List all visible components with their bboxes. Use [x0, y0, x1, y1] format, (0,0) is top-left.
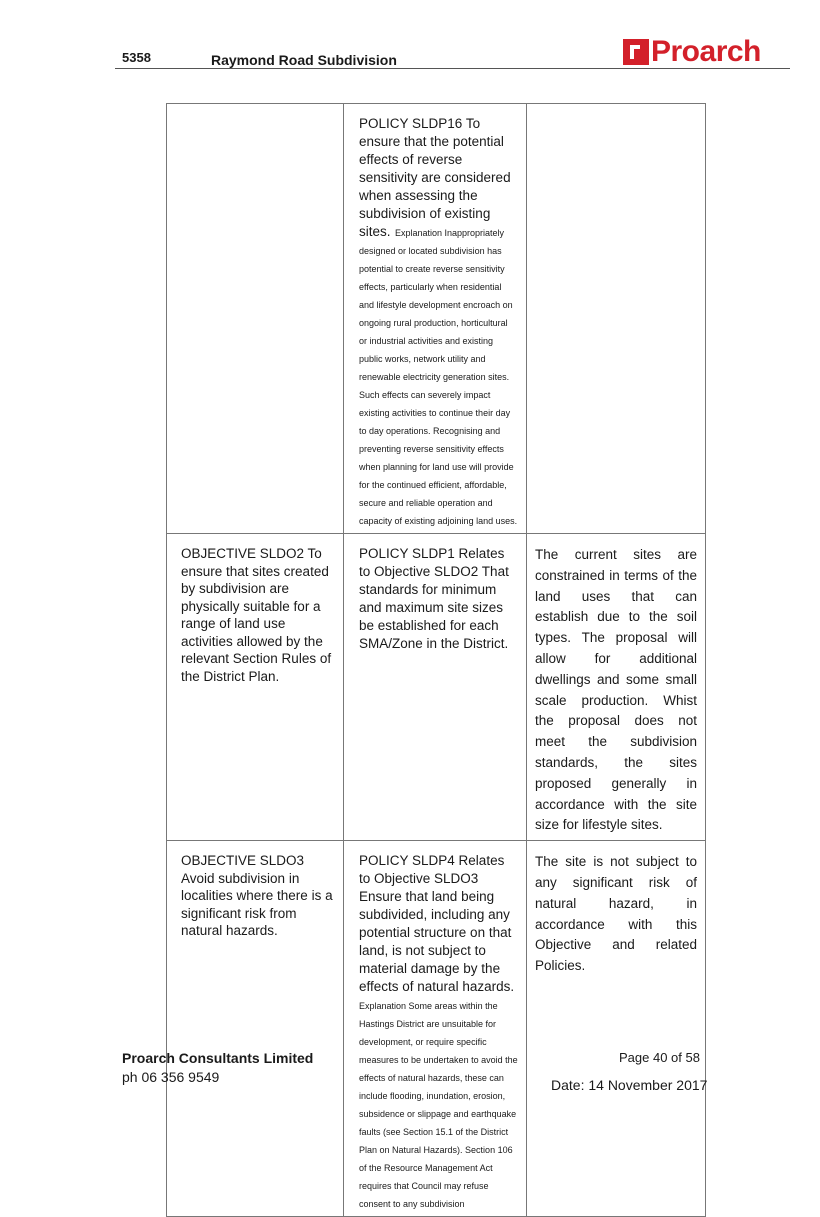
logo-wordmark: Proarch — [651, 35, 761, 68]
proarch-logo-icon — [623, 39, 649, 65]
policy-cell — [344, 841, 527, 1217]
policy-cell — [344, 104, 527, 534]
policy-lead: POLICY SLDP1 Relates to Objective SLDO2 That standards for minimum and maximum site sizes be established for each SMA/Zone in the District. — [359, 546, 509, 651]
objective-cell — [167, 104, 344, 534]
page-number: Page 40 of 58 — [619, 1050, 700, 1065]
footer-date: Date: 14 November 2017 — [551, 1077, 708, 1093]
table-row — [167, 534, 706, 841]
policy-cell — [344, 534, 527, 841]
policy-lead: POLICY SLDP16 To ensure that the potential effects of reverse sensitivity are considered when assessing the subdivision of existing sites. — [359, 116, 511, 239]
header-rule — [115, 68, 790, 69]
proarch-logo — [623, 37, 761, 67]
table-row — [167, 104, 706, 534]
policy-lead: POLICY SLDP4 Relates to Objective SLDO3 Ensure that land being subdivided, including any potential structure on that land, is not subject to material damage by the effects of natural hazards. — [359, 853, 515, 995]
footer-phone: ph 06 356 9549 — [122, 1069, 220, 1085]
table-row — [167, 841, 706, 1217]
job-number: 5358 — [122, 50, 151, 65]
assessment-cell — [527, 104, 706, 534]
policy-explanation: Explanation Inappropriately designed or located subdivision has potential to create reverse sensitivity effects, particularly when residential and lifestyle development encroach on ongoing rural production, horticultural or industrial activities and existing public works, network utility and renewable electricity generation sites. Such effects can severely impact existing activities to continue their day to day operations. Recognising and preventing reverse sensitivity effects when planning for land use will provide for the continued efficient, affordable, secure and reliable operation and capacity of existing adjoining land uses. — [359, 228, 518, 526]
footer-company: Proarch Consultants Limited — [122, 1050, 314, 1066]
assessment-cell: The current sites are constrained in terms of the land uses that can establish due to the soil types. The proposal will allow for additional dwellings and some small scale production. Whist the proposal does not meet the subdivision standards, the sites proposed generally in accordance with the site size for lifestyle sites. — [527, 534, 706, 841]
objective-cell: OBJECTIVE SLDO2 To ensure that sites created by subdivision are physically suitable for a range of land use activities allowed by the relevant Section Rules of the District Plan. — [167, 534, 344, 841]
objective-cell: OBJECTIVE SLDO3 Avoid subdivision in localities where there is a significant risk from natural hazards. — [167, 841, 344, 1217]
document-title: Raymond Road Subdivision — [211, 52, 397, 68]
policy-explanation: Explanation Some areas within the Hastings District are unsuitable for development, or require specific measures to be undertaken to avoid the effects of natural hazards, these can include flooding, inundation, erosion, subsidence or slippage and earthquake faults (see Section 15.1 of the District Plan on Natural Hazards). Section 106 of the Resource Management Act requires that Council may refuse consent to any subdivision — [359, 1001, 518, 1210]
assessment-cell: The site is not subject to any significant risk of natural hazard, in accordance with this Objective and related Policies. — [527, 841, 706, 1217]
